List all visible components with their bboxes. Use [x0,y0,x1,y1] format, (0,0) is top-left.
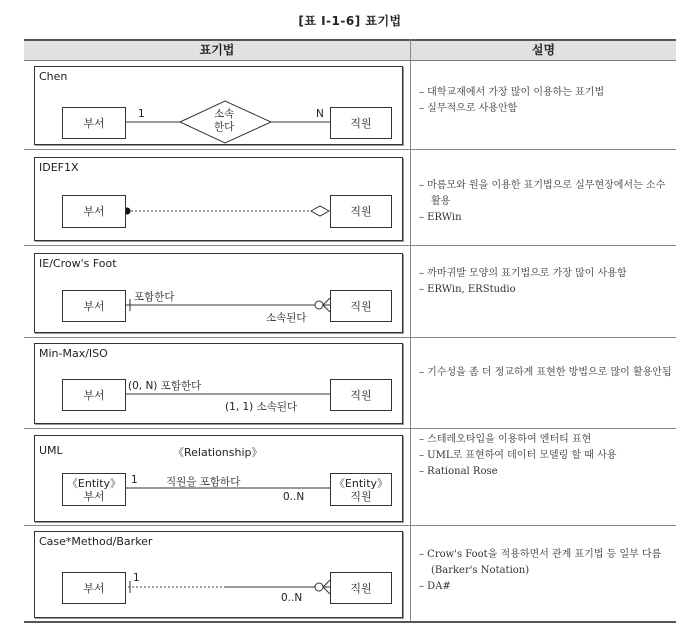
notation-table [24,39,676,623]
desc-line: – ERWin [419,212,462,223]
relation-label-2: 한다 [214,121,235,133]
relation-label-1: 소속 [214,108,235,120]
diamond-symbol [311,206,329,216]
notation-name: Chen [39,70,68,83]
column-divider [410,39,411,623]
entity-dept: 부서 [62,379,126,411]
desc-line: – 기수성을 좀 더 정교하게 표현한 방법으로 많이 활용안됨 [419,367,672,378]
desc-line: – 대학교재에서 가장 많이 이용하는 표기법 [419,87,605,98]
header-notation: 표기법 [24,39,410,61]
entity-stereotype: 《Entity》 [333,476,389,490]
entity-dept: 부서 [62,195,126,228]
cardinality-left: 1 [133,572,140,584]
crows-foot-description [419,266,674,298]
relation-label-top: 포함한다 [134,291,175,303]
row-divider [24,428,676,429]
desc-line: – 까마귀발 모양의 표기법으로 가장 많이 사용함 [419,268,627,279]
relation-label-bottom: (1, 1) 소속된다 [225,401,298,413]
idef1x-description [419,178,674,226]
entity-employee: 직원 [330,379,392,411]
desc-line: – Crow's Foot을 적용하면서 관계 표기법 등 일부 다름(Barker's Notation) [419,549,662,576]
barker-diagram [34,531,403,618]
notation-name: IE/Crow's Foot [39,257,117,270]
entity-employee: 직원 [330,107,392,139]
header-description: 설명 [411,39,676,61]
row-divider [24,525,676,526]
notation-name: Min-Max/ISO [39,347,108,360]
entity-name: 직원 [350,489,372,503]
notation-name: Case*Method/Barker [39,535,153,548]
desc-line: – DA# [419,581,451,592]
notation-name: IDEF1X [39,161,79,174]
chen-description [419,85,674,117]
row-divider [24,337,676,338]
chen-diagram [34,66,403,145]
cardinality-right: N [316,108,324,120]
notation-name: UML [39,444,63,457]
uml-description [419,432,674,480]
entity-dept: 부서 [62,572,126,604]
row-divider [24,149,676,150]
desc-line: – 실무적으로 사용안함 [419,103,518,114]
desc-line: – 마름모와 원을 이용한 표기법으로 실무현장에서는 소수 활용 [419,180,666,207]
entity-name: 부서 [83,489,105,503]
entity-employee: 직원 [330,290,392,322]
desc-line: – 스테레오타입을 이용하여 엔터티 표현 [419,434,592,445]
relation-label-top: (0, N) 포함한다 [128,380,202,392]
entity-employee: 직원 [330,195,392,228]
min-max-diagram [34,343,403,424]
entity-dept: 부서 [62,290,126,322]
idef1x-diagram [34,157,403,241]
entity-employee [330,473,392,506]
entity-dept: 부서 [62,107,126,139]
entity-dept [62,473,126,506]
cardinality-left: 1 [131,474,138,486]
row-divider [24,245,676,246]
table-bottom-rule [24,621,676,623]
stereotype-label: 《Relationship》 [173,446,263,459]
cardinality-right: 0..N [281,592,303,604]
desc-line: – Rational Rose [419,466,498,477]
barker-description [419,547,674,595]
min-max-description [419,365,674,381]
relation-label-bottom: 소속된다 [266,312,307,324]
table-caption: [표 Ⅰ-1-6] 표기법 [298,14,402,28]
desc-line: – UML로 표현하여 데이터 모델링 할 때 사용 [419,450,617,461]
entity-employee: 직원 [330,572,392,604]
crows-foot-diagram [34,253,403,333]
entity-stereotype: 《Entity》 [66,476,122,490]
cardinality-right: 0..N [283,491,305,503]
desc-line: – ERWin, ERStudio [419,284,516,295]
cardinality-left: 1 [138,108,145,120]
relation-label-top: 직원을 포함하다 [166,476,241,488]
uml-diagram [34,435,403,522]
